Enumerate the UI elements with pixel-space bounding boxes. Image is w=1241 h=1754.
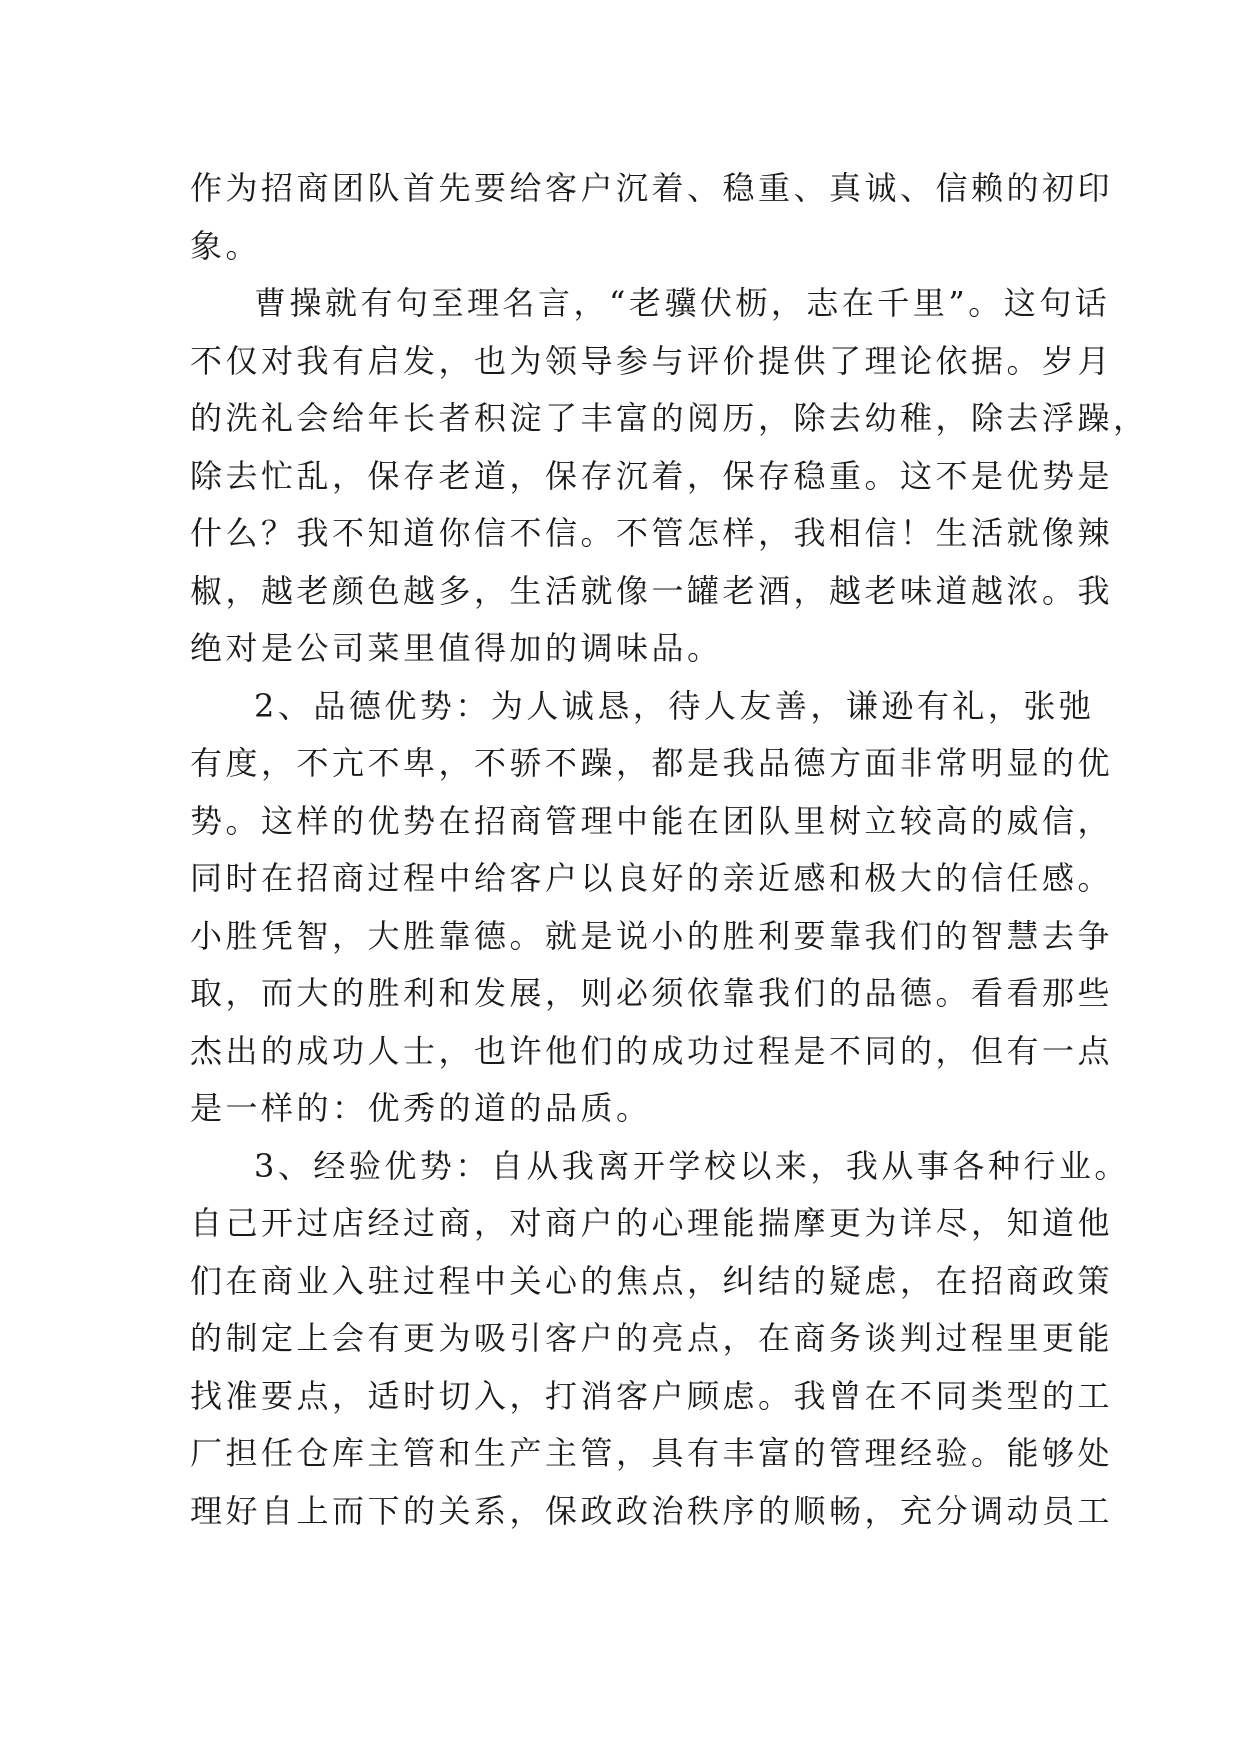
text-line: 自己开过店经过商，对商户的心理能揣摩更为详尽，知道他 [190,1204,1114,1242]
text-line: 势。这样的优势在招商管理中能在团队里树立较高的威信， [190,801,1114,840]
text-line: 厂担任仓库主管和生产主管，具有丰富的管理经验。能够处 [190,1434,1114,1472]
text-line: 杰出的成功人士，也许他们的成功过程是不同的，但有一点 [190,1031,1114,1070]
text-line: 同时在招商过程中给客户以良好的亲近感和极大的信任感。 [190,859,1114,897]
paragraph-start-line: 曹操就有句至理名言，“老骥伏枥，志在千里”。这句话 [254,284,1111,322]
text-line: 绝对是公司菜里值得加的调味品。 [190,629,723,667]
text-line: 除去忙乱，保存老道，保存沉着，保存稳重。这不是优势是 [190,456,1114,495]
paragraph-start-line: 3、经验优势：自从我离开学校以来，我从事各种行业。 [254,1146,1130,1185]
text-line: 什么？我不知道你信不信。不管怎样，我相信！生活就像辣 [190,514,1114,552]
text-line: 作为招商团队首先要给客户沉着、稳重、真诚、信赖的初印 [190,169,1114,207]
text-line: 取，而大的胜利和发展，则必须依靠我们的品德。看看那些 [190,974,1114,1012]
paragraph-start-line: 2、品德优势：为人诚恳，待人友善，谦逊有礼，张弛 [254,686,1095,725]
text-line: 们在商业入驻过程中关心的焦点，纠结的疑虑，在招商政策 [190,1261,1114,1300]
text-line: 的洗礼会给年长者积淀了丰富的阅历，除去幼稚，除去浮躁， [190,399,1149,437]
text-line: 象。 [190,226,262,265]
text-line: 椒，越老颜色越多，生活就像一罐老酒，越老味道越浓。我 [190,571,1114,610]
text-line: 找准要点，适时切入，打消客户顾虑。我曾在不同类型的工 [190,1376,1114,1415]
text-line: 是一样的：优秀的道的品质。 [190,1089,652,1127]
text-line: 的制定上会有更为吸引客户的亮点，在商务谈判过程里更能 [190,1319,1114,1357]
body-text [190,160,1149,1540]
text-line: 理好自上而下的关系，保政政治秩序的顺畅，充分调动员工 [190,1491,1114,1530]
text-line: 有度，不亢不卑，不骄不躁，都是我品德方面非常明显的优 [190,744,1114,782]
text-line: 小胜凭智，大胜靠德。就是说小的胜利要靠我们的智慧去争 [190,916,1114,955]
text-line: 不仅对我有启发，也为领导参与评价提供了理论依据。岁月 [190,341,1114,380]
